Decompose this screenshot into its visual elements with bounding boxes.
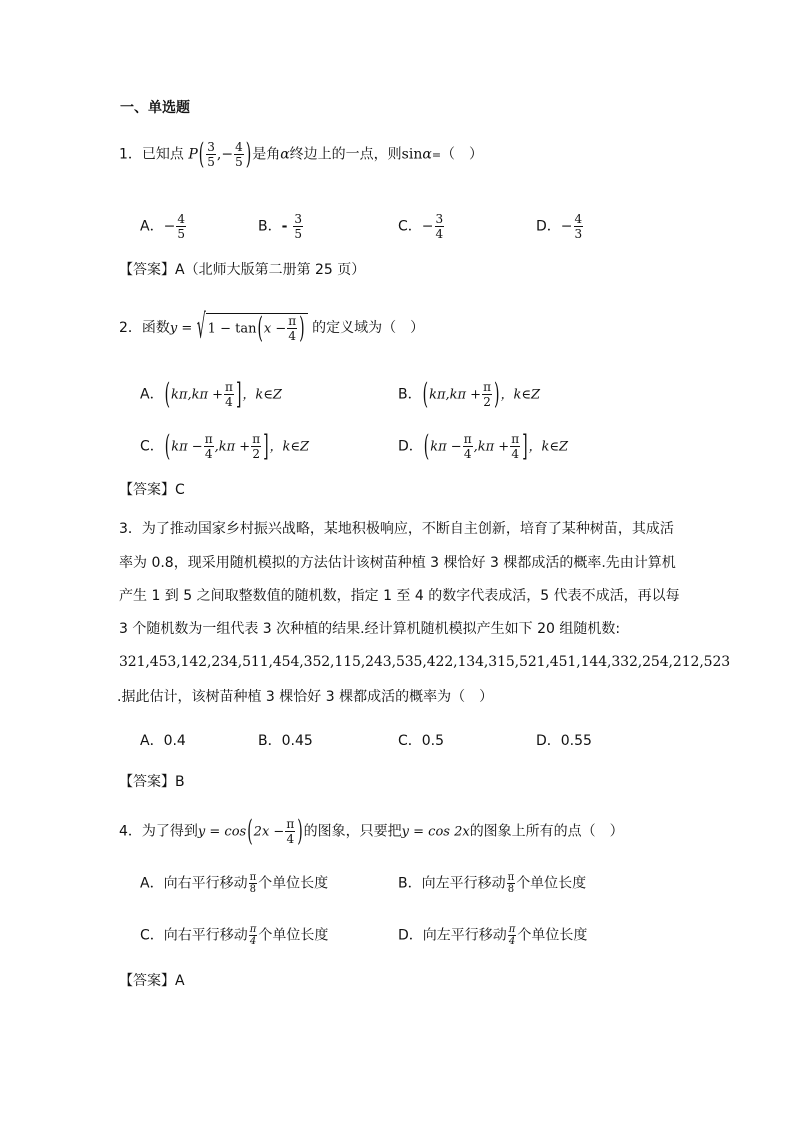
q1-sin: sin	[401, 146, 423, 163]
q1-opt-c-fraction	[435, 212, 445, 241]
q4-pi: π	[286, 817, 295, 831]
section-title: 一、单选题	[120, 100, 190, 116]
q2-opt-c-den-1: 4	[204, 447, 213, 461]
q1-equals: =	[431, 148, 442, 162]
q1-opt-a-num: 4	[177, 212, 185, 226]
q2-sqrt	[196, 308, 308, 348]
q1-prefix: 1．已知点	[119, 146, 184, 163]
q1-x-den: 5	[207, 155, 215, 169]
q1-opt-b-label: B．	[258, 218, 282, 235]
q1-point-label: P	[188, 146, 198, 163]
q2-opt-d-paren: (	[423, 429, 430, 464]
q2-opt-b-left: kπ,kπ +	[429, 387, 482, 403]
q4-opt-b-fraction	[507, 872, 516, 895]
q4-opt-a-label: A．向右平行移动	[140, 875, 248, 892]
q1-y-den: 5	[235, 155, 243, 169]
q2-opt-d-pi-1: π	[463, 432, 472, 446]
q4-answer: 【答案】A	[119, 973, 185, 989]
q2-inner: 1 − tan	[207, 321, 257, 337]
q4-opt-b-den: 8	[507, 884, 515, 895]
q2-opt-c-pi-1: π	[204, 432, 213, 446]
q2-opt-c-fraction-1	[204, 432, 214, 461]
q2-opt-b-bracket: )	[493, 377, 500, 412]
q4-opt-a-den: 8	[249, 884, 257, 895]
q4-option-b[interactable]	[398, 872, 586, 895]
q2-opt-d-den-2: 4	[511, 447, 519, 461]
q2-opt-d-left: kπ −	[430, 439, 462, 455]
q1-x-num: 3	[207, 140, 215, 154]
q2-four: 4	[288, 329, 297, 343]
q1-x-fraction	[206, 140, 216, 169]
q1-opt-d-fraction	[574, 212, 584, 241]
q1-suffix: 终边上的一点，则	[289, 146, 402, 163]
q2-opt-d-fraction-2	[510, 432, 520, 461]
q4-y-eq: y = cos	[197, 824, 247, 840]
q4-opt-a-num: π	[249, 872, 257, 883]
q2-lhs: y =	[169, 321, 193, 336]
q4-paren-l: (	[247, 814, 253, 849]
q1-opt-a-sign: −	[163, 218, 176, 235]
q2-opt-a-label: A．	[140, 386, 164, 403]
q2-opt-c-paren: (	[164, 429, 171, 464]
q4-prefix: 4．为了得到	[119, 823, 198, 840]
q4-opt-b-label: B．向左平行移动	[398, 875, 506, 892]
q4-two-x: 2x −	[253, 824, 285, 840]
q1-opt-a-fraction	[176, 212, 186, 241]
q2-prefix: 2．函数	[119, 320, 170, 336]
q2-opt-a-left: kπ,kπ +	[171, 387, 224, 403]
q2-pi-fraction	[287, 314, 297, 343]
q2-opt-b-pi: π	[483, 380, 491, 394]
q1-answer: 【答案】A（北师大版第二册第 25 页）	[119, 262, 366, 278]
q4-suffix: 的图象上所有的点（ ）	[469, 823, 624, 840]
q4-opt-a-fraction	[249, 872, 258, 895]
q2-opt-a-paren: (	[164, 377, 171, 412]
q4-opt-b-num: π	[507, 872, 515, 883]
q1-left-paren: (	[198, 137, 205, 172]
q2-opt-c-mid: ,kπ +	[214, 439, 251, 455]
q1-alpha-2: α	[422, 146, 432, 163]
q2-x-minus: x −	[263, 321, 287, 337]
q2-option-d[interactable]	[398, 429, 569, 464]
q3-option-a[interactable]: A．0.4	[140, 733, 186, 749]
q2-opt-c-pi-2: π	[252, 432, 261, 446]
q3-option-b[interactable]: B．0.45	[258, 733, 313, 749]
q2-opt-c-bracket: ]	[263, 429, 269, 464]
q4-opt-c-den: 4	[249, 936, 257, 947]
q3-line-4: 3 个随机数为一组代表 3 次种植的结果.经计算机随机模拟产生如下 20 组随机数:	[119, 621, 621, 637]
q3-line-1: 3．为了推动国家乡村振兴战略，某地积极响应，不断自主创新，培育了某种树苗，其成活	[119, 521, 674, 537]
q4-opt-d-label: D．向左平行移动	[398, 927, 507, 944]
q3-option-c[interactable]: C．0.5	[398, 733, 445, 749]
q2-opt-a-bracket: ]	[235, 377, 242, 412]
q4-four: 4	[286, 832, 295, 846]
q2-opt-b-label: B．	[398, 386, 422, 403]
q2-opt-c-den-2: 2	[252, 447, 260, 461]
q1-opt-b-num: 3	[294, 212, 303, 226]
q3-random-numbers: 321,453,142,234,511,454,352,115,243,535,422,134,315,521,451,144,332,254,212,523	[119, 654, 731, 670]
q4-opt-d-fraction	[508, 924, 517, 947]
q1-opt-d-den: 3	[574, 227, 583, 241]
q2-opt-d-pi-2: π	[511, 432, 520, 446]
q4-opt-d-num: π	[508, 924, 516, 935]
q2-pi: π	[288, 314, 297, 328]
q1-opt-a-den: 5	[177, 227, 185, 241]
q1-opt-c-den: 4	[435, 227, 444, 241]
question-4-stem	[119, 814, 624, 849]
q1-alpha: α	[280, 146, 290, 163]
q3-line-6: .据此估计，该树苗种植 3 棵恰好 3 棵都成活的概率为（ ）	[117, 689, 494, 705]
q4-opt-d-tail: 个单位长度	[517, 927, 588, 944]
q2-answer: 【答案】C	[119, 482, 185, 498]
q1-opt-d-num: 4	[574, 212, 583, 226]
q2-opt-d-fraction-1	[463, 432, 473, 461]
q2-opt-d-label: D．	[398, 438, 423, 455]
q1-blank: （ ）	[441, 146, 484, 163]
q1-opt-a-label: A．	[140, 218, 164, 235]
radical-icon: √	[196, 308, 206, 348]
q2-opt-c-cond: ，k∈Z	[269, 439, 310, 455]
q1-opt-c-num: 3	[435, 212, 444, 226]
q2-opt-d-mid: ,kπ +	[473, 439, 510, 455]
q2-option-a[interactable]	[140, 377, 282, 412]
q4-opt-c-label: C．向右平行移动	[140, 927, 248, 944]
q2-sqrt-body	[206, 311, 308, 346]
q2-opt-d-bracket: ]	[522, 429, 528, 464]
q4-opt-d-den: 4	[508, 936, 516, 947]
q1-right-paren: )	[245, 137, 252, 172]
q2-paren-r: )	[299, 311, 305, 346]
q4-opt-c-fraction	[249, 924, 258, 947]
q1-mid: 是角	[252, 146, 281, 163]
q3-option-d[interactable]: D．0.55	[536, 733, 592, 749]
q2-opt-b-cond: ，k∈Z	[500, 387, 540, 403]
q2-option-c[interactable]	[140, 429, 310, 464]
q2-opt-c-fraction-2	[251, 432, 261, 461]
q2-opt-c-label: C．	[140, 438, 164, 455]
q1-opt-d-label: D．	[536, 218, 561, 235]
question-2-stem	[119, 308, 425, 348]
q4-option-c[interactable]	[140, 924, 328, 947]
q1-opt-d-sign: −	[560, 218, 573, 235]
q4-y2: y = cos 2x	[401, 824, 470, 840]
q2-paren-l: (	[257, 311, 263, 346]
q4-opt-b-tail: 个单位长度	[516, 875, 587, 892]
q2-opt-a-pi: π	[225, 380, 233, 394]
q4-opt-c-tail: 个单位长度	[258, 927, 329, 944]
q1-option-b[interactable]	[258, 212, 304, 241]
q4-pi-fraction	[285, 817, 295, 846]
q4-paren-r: )	[297, 814, 303, 849]
q3-line-2: 率为 0.8，现采用随机模拟的方法估计该树苗种植 3 棵恰好 3 棵都成活的概率.先由计算机	[119, 555, 676, 571]
q3-line-3: 产生 1 到 5 之间取整数值的随机数，指定 1 至 4 的数字代表成活，5 代表不成活，再以每	[119, 588, 680, 604]
q2-opt-a-fraction	[224, 380, 234, 409]
q4-opt-a-tail: 个单位长度	[258, 875, 329, 892]
q1-option-a[interactable]	[140, 212, 187, 241]
q1-neg-sign: −	[221, 146, 234, 163]
q2-opt-d-cond: ，k∈Z	[528, 439, 569, 455]
q1-opt-b-fraction	[293, 212, 303, 241]
q4-option-a[interactable]	[140, 872, 328, 895]
q2-opt-a-den: 4	[225, 395, 233, 409]
q2-opt-d-den-1: 4	[463, 447, 472, 461]
q1-opt-b-den: 5	[294, 227, 303, 241]
q1-opt-c-sign: −	[421, 218, 434, 235]
q1-option-c[interactable]	[398, 212, 445, 241]
q4-option-d[interactable]	[398, 924, 587, 947]
q4-mid: 的图象，只要把	[303, 823, 402, 840]
q2-opt-b-den: 2	[483, 395, 491, 409]
q2-option-b[interactable]	[398, 377, 540, 412]
q2-opt-c-left: kπ −	[171, 439, 203, 455]
question-1-stem: 1．已知点 P( $\frac{3}{5}$ ,− $\frac{4}{5}$ )是角α终边上的一点，则sinα=（ ）	[119, 137, 484, 172]
q2-suffix: 的定义域为（ ）	[312, 320, 425, 336]
q1-opt-b-sign: -	[281, 218, 288, 235]
q2-opt-a-cond: ，k∈Z	[242, 387, 282, 403]
q1-y-fraction	[234, 140, 244, 169]
q2-opt-b-fraction	[482, 380, 492, 409]
q4-opt-c-num: π	[249, 924, 257, 935]
q1-y-num: 4	[235, 140, 243, 154]
q2-opt-b-paren: (	[422, 377, 429, 412]
q1-opt-c-label: C．	[398, 218, 422, 235]
q3-answer: 【答案】B	[119, 774, 185, 790]
q1-option-d[interactable]	[536, 212, 584, 241]
